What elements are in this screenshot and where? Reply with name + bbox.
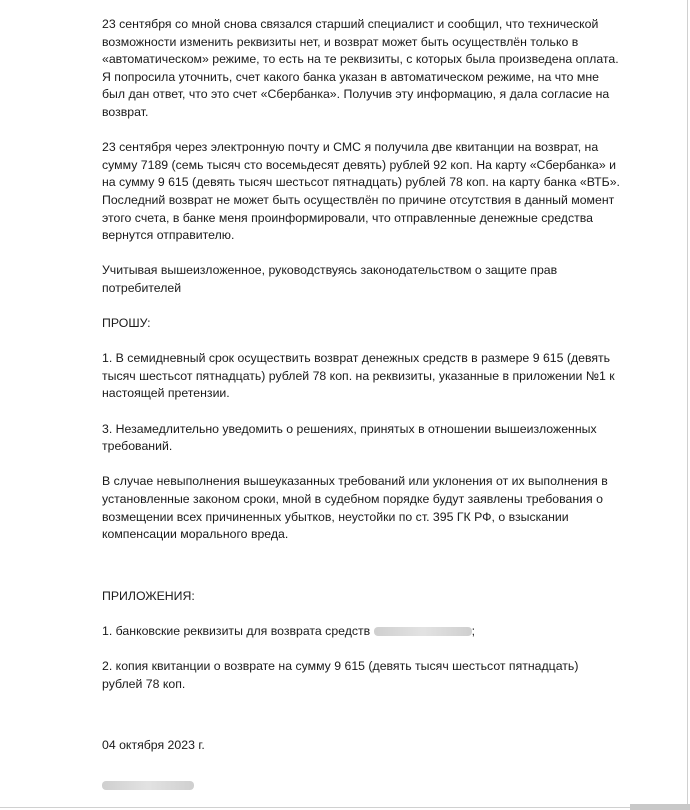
attachment-item-2: 2. копия квитанции о возврате на сумму 9 615 (девять тысяч шестьсот пятнадцать) рублей 78 коп. — [102, 659, 579, 691]
page-right-edge — [687, 0, 688, 810]
paragraph-receipts: 23 сентября через электронную почту и СМС я получила две квитанции на возврат, на сумму 7189 (семь тысяч сто восемьдесят девять) рублей 92 коп. На карту «Сбербанка» и на сумму 9 615 (девять тысяч шестьсот пятнадцать) рублей 78 коп. на карту банка «ВТБ». Последний возврат не может быть осуществлён по причине отсутствия в данный момент этого счета, в банке меня проинформировали, что отправленные денежные средства вернутся отправителю. — [102, 140, 620, 243]
request-heading: ПРОШУ: — [102, 316, 151, 331]
paragraph-warning: В случае невыполнения вышеуказанных требований или уклонения от их выполнения в установленные законом сроки, мной в судебном порядке будут заявлены требования о возмещении всех причиненных убытков, неустойки по ст. 395 ГК РФ, о взыскании компенсации морального вреда. — [102, 474, 608, 542]
redacted-signature — [102, 781, 194, 790]
paragraph-refund-details: 23 сентября со мной снова связался старший специалист и сообщил, что технической возможности изменить реквизиты нет, и возврат может быть осуществлён только в «автоматическом» режиме, то есть на те реквизиты, с которых была произведена оплата. Я попросила уточнить, счет какого банка указан в автоматическом режиме, на что мне был дан ответ, что это счет «Сбербанка». Получив эту информацию, я дала согласие на возврат. — [102, 17, 619, 119]
document-body — [102, 16, 622, 795]
request-item-1: 1. В семидневный срок осуществить возврат денежных средств в размере 9 615 (девять тысяч шестьсот пятнадцать) рублей 78 коп. на реквизиты, указанные в приложении №1 к настоящей претензии. — [102, 351, 615, 401]
attachment-item-1-suffix: ; — [471, 624, 476, 638]
paragraph-legal-basis: Учитывая вышеизложенное, руководствуясь законодательством о защите прав потребителей — [102, 263, 558, 295]
document-date: 04 октября 2023 г. — [102, 738, 205, 753]
page-corner-shadow — [630, 804, 690, 810]
signature-line — [102, 777, 622, 795]
attachment-item-1 — [102, 623, 622, 641]
attachments-heading: ПРИЛОЖЕНИЯ: — [102, 588, 195, 603]
page-bottom-edge — [0, 807, 690, 808]
attachment-item-1-text: 1. банковские реквизиты для возврата средств — [102, 624, 371, 638]
redacted-name — [374, 627, 472, 636]
request-item-3: 3. Незамедлительно уведомить о решениях, принятых в отношении вышеизложенных требований. — [102, 421, 597, 454]
